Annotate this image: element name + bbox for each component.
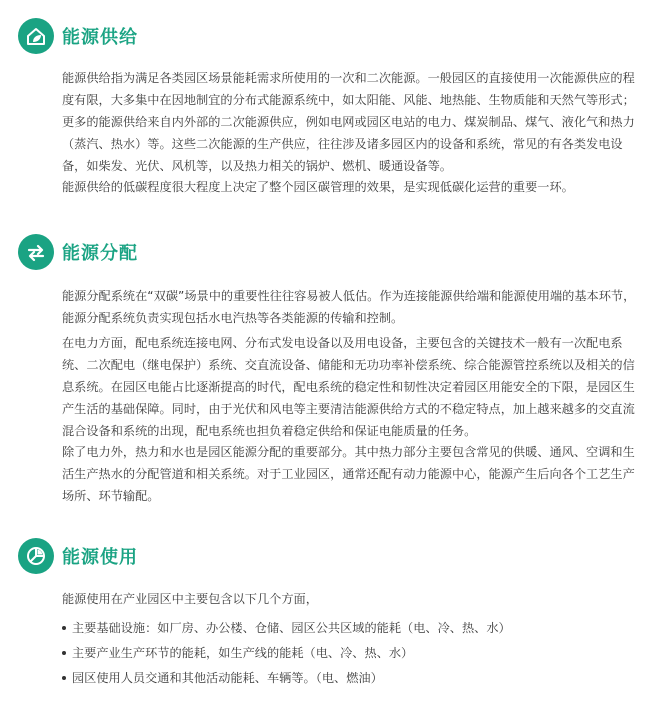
paragraph: 能源供给的低碳程度很大程度上决定了整个园区碳管理的效果，是实现低碳化运营的重要一环。	[62, 180, 574, 194]
usage-bullet-list	[62, 617, 640, 692]
section-heading	[18, 234, 138, 270]
list-item-text: 主要产业生产环节的能耗，如生产线的能耗（电、冷、热、水）	[72, 646, 414, 660]
bullet-dot	[62, 651, 66, 655]
paragraph: 能源供给指为满足各类园区场景能耗需求所使用的一次和二次能源。一般园区的直接使用一次能源供应的程度有限，大多集中在因地制宜的分布式能源系统中，如太阳能、风能、地热能、生物质能和天然气等形式；更多的能源供给来自内外部的二次能源供应，例如电网或园区电站的电力、煤炭制品、煤气、液化气和热力（蒸汽、热水）等。这些二次能源的生产供应，往往涉及诸多园区内的设备和系统，常见的有各类发电设备，如柴发、光伏、风机等，以及热力相关的锅炉、燃机、暖通设备等。	[62, 71, 635, 173]
list-item	[62, 642, 640, 664]
section-title: 能源使用	[62, 547, 138, 568]
list-item	[62, 617, 640, 639]
exchange-arrows-icon	[18, 234, 54, 270]
section-title: 能源分配	[62, 243, 138, 264]
list-item-text: 主要基础设施：如厂房、办公楼、仓储、园区公共区域的能耗（电、冷、热、水）	[72, 621, 511, 635]
bullet-dot	[62, 626, 66, 630]
section-heading	[18, 18, 138, 54]
list-item-text: 园区使用人员交通和其他活动能耗、车辆等。（电、燃油）	[72, 671, 383, 685]
house-leaf-icon	[18, 18, 54, 54]
paragraph: 在电力方面，配电系统连接电网、分布式发电设备以及用电设备，主要包含的关键技术一般有一次配电系统、二次配电（继电保护）系统、交直流设备、储能和无功功率补偿系统、综合能源管控系统以及相关的信息系统。在园区电能占比逐渐提高的时代，配电系统的稳定性和韧性决定着园区用能安全的下限，是园区生产生活的基础保障。同时，由于光伏和风电等主要清洁能源供给方式的不稳定特点，加上越来越多的交直流混合设备和系统的出现，配电系统也担负着稳定供给和保证电能质量的任务。	[62, 336, 635, 438]
paragraph: 能源分配系统在“双碳”场景中的重要性往往容易被人低估。作为连接能源供给端和能源使用端的基本环节，能源分配系统负责实现包括水电汽热等各类能源的传输和控制。	[62, 289, 636, 325]
bullet-dot	[62, 676, 66, 680]
section-title: 能源供给	[62, 27, 138, 48]
section-heading	[18, 538, 138, 574]
paragraph: 除了电力外，热力和水也是园区能源分配的重要部分。其中热力部分主要包含常见的供暖、通风、空调和生活生产热水的分配管道和相关系统。对于工业园区，通常还配有动力能源中心，能源产生后向各个工艺生产场所、环节输配。	[62, 445, 635, 503]
pie-chart-icon	[18, 538, 54, 574]
paragraph: 能源使用在产业园区中主要包含以下几个方面，	[62, 592, 318, 606]
list-item	[62, 667, 640, 689]
